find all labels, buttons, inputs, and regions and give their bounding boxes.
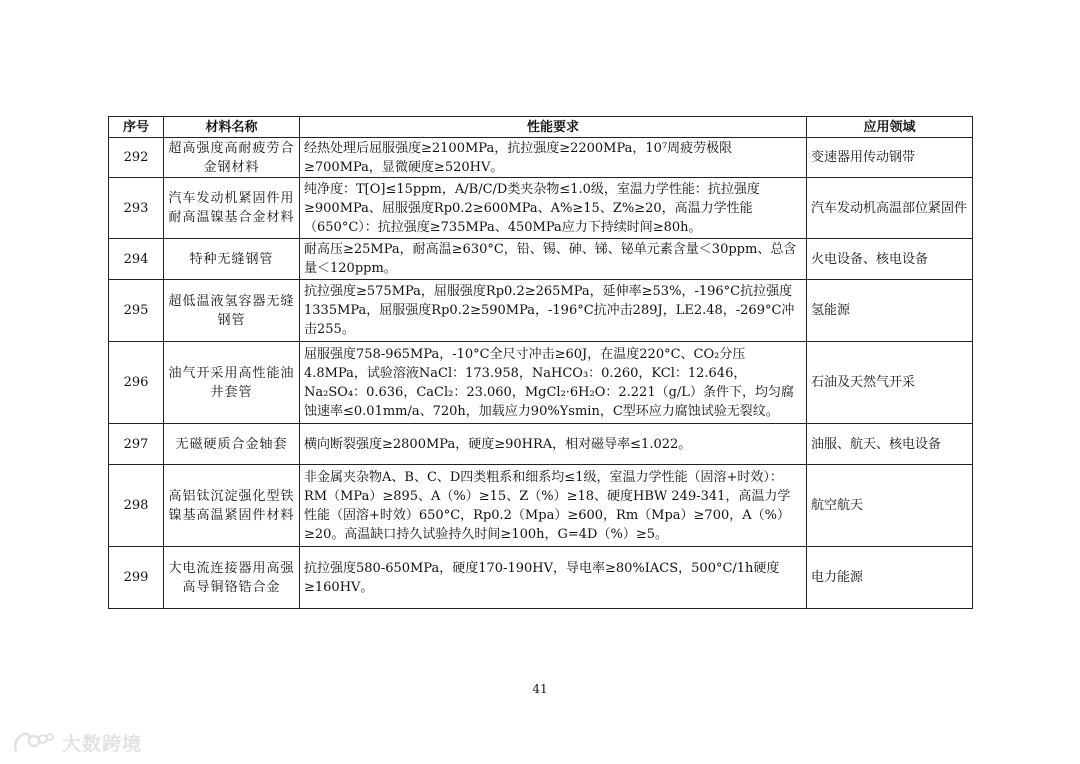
cell-performance: 抗拉强度580-650MPa，硬度170-190HV，导电率≥80%IACS，500°C/1h硬度≥160HV。 xyxy=(300,547,807,609)
cell-performance: 耐高压≥25MPa，耐高温≥630°C，铅、锡、砷、锑、铋单元素含量＜30ppm、总含量＜120ppm。 xyxy=(300,239,807,280)
watermark-text: 大数跨境 xyxy=(62,732,143,755)
cell-application: 航空航天 xyxy=(807,465,973,547)
cell-no: 296 xyxy=(109,342,164,424)
cell-name: 特种无缝钢管 xyxy=(164,239,300,280)
table-row xyxy=(109,138,973,178)
cell-no: 295 xyxy=(109,280,164,342)
cell-no: 297 xyxy=(109,424,164,465)
materials-table xyxy=(108,116,973,609)
table-row xyxy=(109,280,973,342)
cell-no: 293 xyxy=(109,178,164,239)
cell-name: 高铝钛沉淀强化型铁镍基高温紧固件材料 xyxy=(164,465,300,547)
table-row xyxy=(109,424,973,465)
cell-application: 油服、航天、核电设备 xyxy=(807,424,973,465)
table-row xyxy=(109,178,973,239)
cell-application: 汽车发动机高温部位紧固件 xyxy=(807,178,973,239)
cell-application: 变速器用传动钢带 xyxy=(807,138,973,178)
cell-performance: 纯净度：T[O]≤15ppm，A/B/C/D类夹杂物≤1.0级，室温力学性能：抗拉强度≥900MPa、屈服强度Rp0.2≥600MPa、A%≥15、Z%≥20，高温力学性能（650°C）：抗拉强度≥735MPa、450MPa应力下持续时间≥80h。 xyxy=(300,178,807,239)
cell-performance: 非金属夹杂物A、B、C、D四类粗系和细系均≤1级，室温力学性能（固溶+时效）：RM（MPa）≥895、A（%）≥15、Z（%）≥18、硬度HBW 249-341，高温力学性能（固溶+时效）650°C，Rp0.2（Mpa）≥600，Rm（Mpa）≥700，A（%）≥20。高温缺口持久试验持久时间≥100h，G=4D（%）≥5。 xyxy=(300,465,807,547)
cell-no: 298 xyxy=(109,465,164,547)
cell-application: 氢能源 xyxy=(807,280,973,342)
table-row xyxy=(109,547,973,609)
cell-performance: 横向断裂强度≥2800MPa，硬度≥90HRA，相对磁导率≤1.022。 xyxy=(300,424,807,465)
table-row xyxy=(109,239,973,280)
cell-name: 大电流连接器用高强高导铜铬锆合金 xyxy=(164,547,300,609)
table-header-row xyxy=(109,117,973,138)
cell-name: 超低温液氢容器无缝钢管 xyxy=(164,280,300,342)
cell-application: 火电设备、核电设备 xyxy=(807,239,973,280)
table-row xyxy=(109,342,973,424)
cell-no: 294 xyxy=(109,239,164,280)
cell-application: 电力能源 xyxy=(807,547,973,609)
cell-performance: 经热处理后屈服强度≥2100MPa，抗拉强度≥2200MPa，10⁷周疲劳极限≥700MPa，显微硬度≥520HV。 xyxy=(300,138,807,178)
cell-name: 油气开采用高性能油井套管 xyxy=(164,342,300,424)
weibo-logo-icon xyxy=(12,729,56,755)
cell-name: 超高强度高耐疲劳合金钢材料 xyxy=(164,138,300,178)
cell-name: 汽车发动机紧固件用耐高温镍基合金材料 xyxy=(164,178,300,239)
header-performance: 性能要求 xyxy=(300,117,807,138)
cell-performance: 抗拉强度≥575MPa，屈服强度Rp0.2≥265MPa，延伸率≥53%，-196°C抗拉强度1335MPa，屈服强度Rp0.2≥590MPa，-196°C抗冲击289J，LE2.48，-269°C冲击255。 xyxy=(300,280,807,342)
cell-no: 292 xyxy=(109,138,164,178)
cell-performance: 屈服强度758-965MPa，-10°C全尺寸冲击≥60J，在温度220°C、CO₂分压4.8MPa，试验溶液NaCl：173.958，NaHCO₃：0.260，KCl：12.646，Na₂SO₄：0.636，CaCl₂：23.060，MgCl₂·6H₂O：2.221（g/L）条件下，均匀腐蚀速率≤0.01mm/a、720h，加载应力90%Ysmin，C型环应力腐蚀试验无裂纹。 xyxy=(300,342,807,424)
header-name: 材料名称 xyxy=(164,117,300,138)
cell-application: 石油及天然气开采 xyxy=(807,342,973,424)
cell-no: 299 xyxy=(109,547,164,609)
header-application: 应用领域 xyxy=(807,117,973,138)
header-no: 序号 xyxy=(109,117,164,138)
table-row xyxy=(109,465,973,547)
watermark xyxy=(12,728,142,756)
cell-name: 无磁硬质合金轴套 xyxy=(164,424,300,465)
page-number: 41 xyxy=(532,682,548,696)
